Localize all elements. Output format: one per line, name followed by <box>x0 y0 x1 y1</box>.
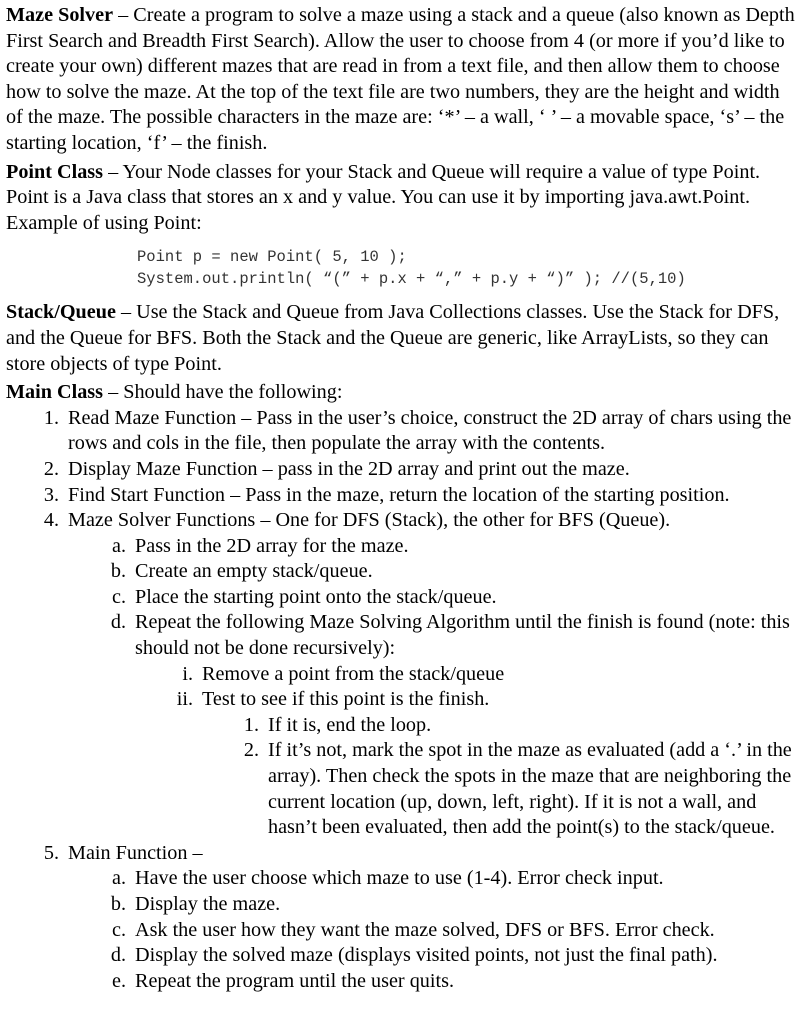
list-marker: 1. <box>43 406 59 429</box>
list-marker: 1. <box>243 713 259 736</box>
list-item-text: Maze Solver Functions – One for DFS (Stack), the other for BFS (Queue). <box>68 509 671 532</box>
list-item-text: Display the solved maze (displays visited points, not just the final path). <box>135 944 718 967</box>
maze-solver-heading: Maze Solver <box>6 4 114 26</box>
main-class-list <box>6 406 801 995</box>
point-class-body: – Your Node classes for your Stack and Queue will require a value of type Point. Point is a Java class that stores an x and y value. You can use it by importing java.awt.Point. Example of using Point: <box>6 160 761 234</box>
list-item-text: Place the starting point onto the stack/queue. <box>135 585 497 608</box>
list-item <box>6 866 801 892</box>
list-item <box>6 406 801 457</box>
main-class-body: – Should have the following: <box>103 381 343 404</box>
list-item <box>6 483 801 509</box>
list-marker: a. <box>111 867 126 890</box>
list-item-text: Remove a point from the stack/queue <box>202 662 505 685</box>
list-item <box>6 662 801 688</box>
stack-queue-body: – Use the Stack and Queue from Java Collections classes. Use the Stack for DFS, and the Queue for BFS. Both the Stack and the Queue are generic, like ArrayLists, so they can store objects of type Point. <box>6 301 780 375</box>
list-marker: b. <box>110 560 126 583</box>
main-class-heading: Main Class <box>6 381 104 404</box>
main-class-paragraph <box>6 380 801 406</box>
maze-solver-body: – Create a program to solve a maze using a stack and a queue (also known as Depth First Search and Breadth First Search). Allow the user to choose from 4 (or more if you’d like to create your own) different mazes that are read in from a text file, and then allow them to choose how to solve the maze. At the top of the text file are two numbers, they are the height and width of the maze. The possible characters in the maze are: ‘*’ – a wall, ‘ ’ – a movable space, ‘s’ – the starting location, ‘f’ – the finish. <box>6 4 795 154</box>
list-marker: 4. <box>43 509 59 532</box>
list-marker: e. <box>111 969 126 992</box>
list-item-text: If it’s not, mark the spot in the maze as evaluated (add a ‘.’ in the array). Then check the spots in the maze that are neighboring the current location (up, down, left, right). If it is not a wall, and hasn’t been evaluated, then add the point(s) to the stack/queue. <box>268 739 792 839</box>
code-example <box>137 246 801 290</box>
code-line: System.out.println( “(” + p.x + “,” + p.y + “)” ); //(5,10) <box>137 270 686 289</box>
list-marker: d. <box>110 944 126 967</box>
list-marker: c. <box>111 585 126 608</box>
list-item <box>6 943 801 969</box>
list-item <box>6 610 801 661</box>
stack-queue-paragraph <box>6 300 801 377</box>
list-marker: 3. <box>43 483 59 506</box>
list-item <box>6 457 801 483</box>
list-item <box>6 738 801 840</box>
list-item-text: Test to see if this point is the finish. <box>202 688 490 711</box>
list-item-text: Display Maze Function – pass in the 2D array and print out the maze. <box>68 457 630 480</box>
list-item-text: Have the user choose which maze to use (1-4). Error check input. <box>135 867 664 890</box>
list-item <box>6 918 801 944</box>
list-marker: d. <box>110 611 126 634</box>
list-item <box>6 713 801 739</box>
list-item-text: Repeat the program until the user quits. <box>135 969 454 992</box>
list-item-text: Ask the user how they want the maze solved, DFS or BFS. Error check. <box>135 918 715 941</box>
list-item <box>6 508 801 534</box>
list-item <box>6 559 801 585</box>
list-item <box>6 534 801 560</box>
list-item-text: Main Function – <box>68 841 203 864</box>
list-marker: a. <box>111 534 126 557</box>
list-marker: c. <box>111 918 126 941</box>
point-class-paragraph <box>6 160 801 237</box>
point-class-heading: Point Class <box>6 160 104 183</box>
maze-solver-paragraph <box>6 3 801 157</box>
list-item <box>6 687 801 713</box>
list-item-text: Read Maze Function – Pass in the user’s choice, construct the 2D array of chars using the rows and cols in the file, then populate the array with the contents. <box>68 406 792 455</box>
list-item <box>6 969 801 995</box>
code-line: Point p = new Point( 5, 10 ); <box>137 248 407 267</box>
stack-queue-heading: Stack/Queue <box>6 301 116 324</box>
list-marker: ii. <box>176 688 193 711</box>
list-item-text: If it is, end the loop. <box>268 713 432 736</box>
list-item-text: Repeat the following Maze Solving Algorithm until the finish is found (note: this should not be done recursively): <box>135 611 790 660</box>
list-marker: i. <box>182 662 193 685</box>
list-item-text: Find Start Function – Pass in the maze, return the location of the starting position. <box>68 483 730 506</box>
list-marker: b. <box>110 893 126 915</box>
list-item-text: Create an empty stack/queue. <box>135 560 373 583</box>
list-marker: 2. <box>243 739 259 762</box>
list-item-text: Pass in the 2D array for the maze. <box>135 534 409 557</box>
list-marker: 2. <box>43 457 59 480</box>
list-item <box>6 892 801 918</box>
list-item <box>6 841 801 867</box>
list-marker: 5. <box>43 841 59 864</box>
list-item-text: Display the maze. <box>135 893 281 915</box>
list-item <box>6 585 801 611</box>
